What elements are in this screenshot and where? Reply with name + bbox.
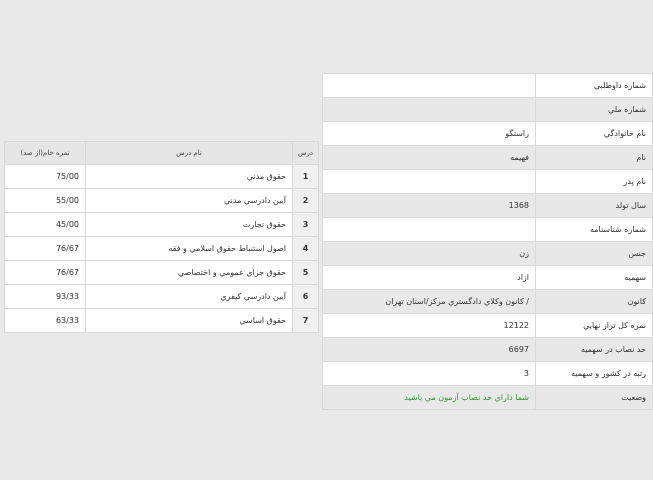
grade-row	[5, 309, 319, 333]
info-row-quota-threshold	[323, 338, 653, 362]
info-row-national-id	[323, 98, 653, 122]
info-label: نام	[536, 146, 653, 170]
grades-table	[4, 141, 319, 333]
grade-index: 3	[293, 213, 319, 237]
info-label: وضعيت	[536, 386, 653, 410]
grade-course: اصول استنباط حقوق اسلامي و فقه	[86, 237, 293, 261]
info-row-father-name	[323, 170, 653, 194]
grade-index: 6	[293, 285, 319, 309]
grade-index: 2	[293, 189, 319, 213]
grade-index: 7	[293, 309, 319, 333]
info-label: نمره كل تراز نهايي	[536, 314, 653, 338]
score-column-header: نمره خام(از صد)	[5, 142, 86, 165]
info-value: زن	[323, 242, 536, 266]
info-label: جنس	[536, 242, 653, 266]
grade-row	[5, 213, 319, 237]
info-row-gender	[323, 242, 653, 266]
info-row-candidate-number	[323, 74, 653, 98]
grade-course: آيين دادرسي كيفري	[86, 285, 293, 309]
info-value: فهيمه	[323, 146, 536, 170]
info-value	[323, 218, 536, 242]
info-value: 12122	[323, 314, 536, 338]
grade-row	[5, 189, 319, 213]
candidate-info-table	[322, 73, 653, 410]
info-label: سال تولد	[536, 194, 653, 218]
status-message: شما داراي حد نصاب آزمون مي باشيد	[323, 386, 536, 410]
info-value: راستگو	[323, 122, 536, 146]
info-row-first-name	[323, 146, 653, 170]
grade-index: 4	[293, 237, 319, 261]
grade-score: 93/33	[5, 285, 86, 309]
info-value	[323, 170, 536, 194]
info-value	[323, 98, 536, 122]
grades-header-row	[5, 142, 319, 165]
info-label: نام پدر	[536, 170, 653, 194]
course-column-header: نام درس	[86, 142, 293, 165]
grade-course: آيين دادرسي مدني	[86, 189, 293, 213]
grade-score: 45/00	[5, 213, 86, 237]
info-row-last-name	[323, 122, 653, 146]
info-value	[323, 74, 536, 98]
grade-course: حقوق اساسي	[86, 309, 293, 333]
grade-course: حقوق جزاي عمومي و اختصاصي	[86, 261, 293, 285]
info-row-bar-association	[323, 290, 653, 314]
grade-row	[5, 165, 319, 189]
info-row-status	[323, 386, 653, 410]
info-value: / كانون وكلاي دادگستري مركز/استان تهران	[323, 290, 536, 314]
grade-index: 1	[293, 165, 319, 189]
info-value: ازاد	[323, 266, 536, 290]
grade-course: حقوق تجارت	[86, 213, 293, 237]
info-label: نام خانوادگي	[536, 122, 653, 146]
info-row-final-score	[323, 314, 653, 338]
info-row-birth-year	[323, 194, 653, 218]
grade-score: 75/00	[5, 165, 86, 189]
info-label: شماره داوطلبي	[536, 74, 653, 98]
info-label: کانون	[536, 290, 653, 314]
info-label: رتبه در کشور و سهميه	[536, 362, 653, 386]
info-label: حد نصاب در سهميه	[536, 338, 653, 362]
info-row-quota	[323, 266, 653, 290]
info-row-rank	[323, 362, 653, 386]
info-value: 6697	[323, 338, 536, 362]
grade-score: 76/67	[5, 237, 86, 261]
grade-index: 5	[293, 261, 319, 285]
grade-row	[5, 237, 319, 261]
index-column-header: درس	[293, 142, 319, 165]
info-value: 3	[323, 362, 536, 386]
info-label: سهميه	[536, 266, 653, 290]
info-label: شماره ملي	[536, 98, 653, 122]
grade-score: 63/33	[5, 309, 86, 333]
grade-score: 76/67	[5, 261, 86, 285]
grade-row	[5, 261, 319, 285]
grade-course: حقوق مدني	[86, 165, 293, 189]
grade-score: 55/00	[5, 189, 86, 213]
info-label: شماره شناسنامه	[536, 218, 653, 242]
info-row-id-number	[323, 218, 653, 242]
grade-row	[5, 285, 319, 309]
info-value: 1368	[323, 194, 536, 218]
